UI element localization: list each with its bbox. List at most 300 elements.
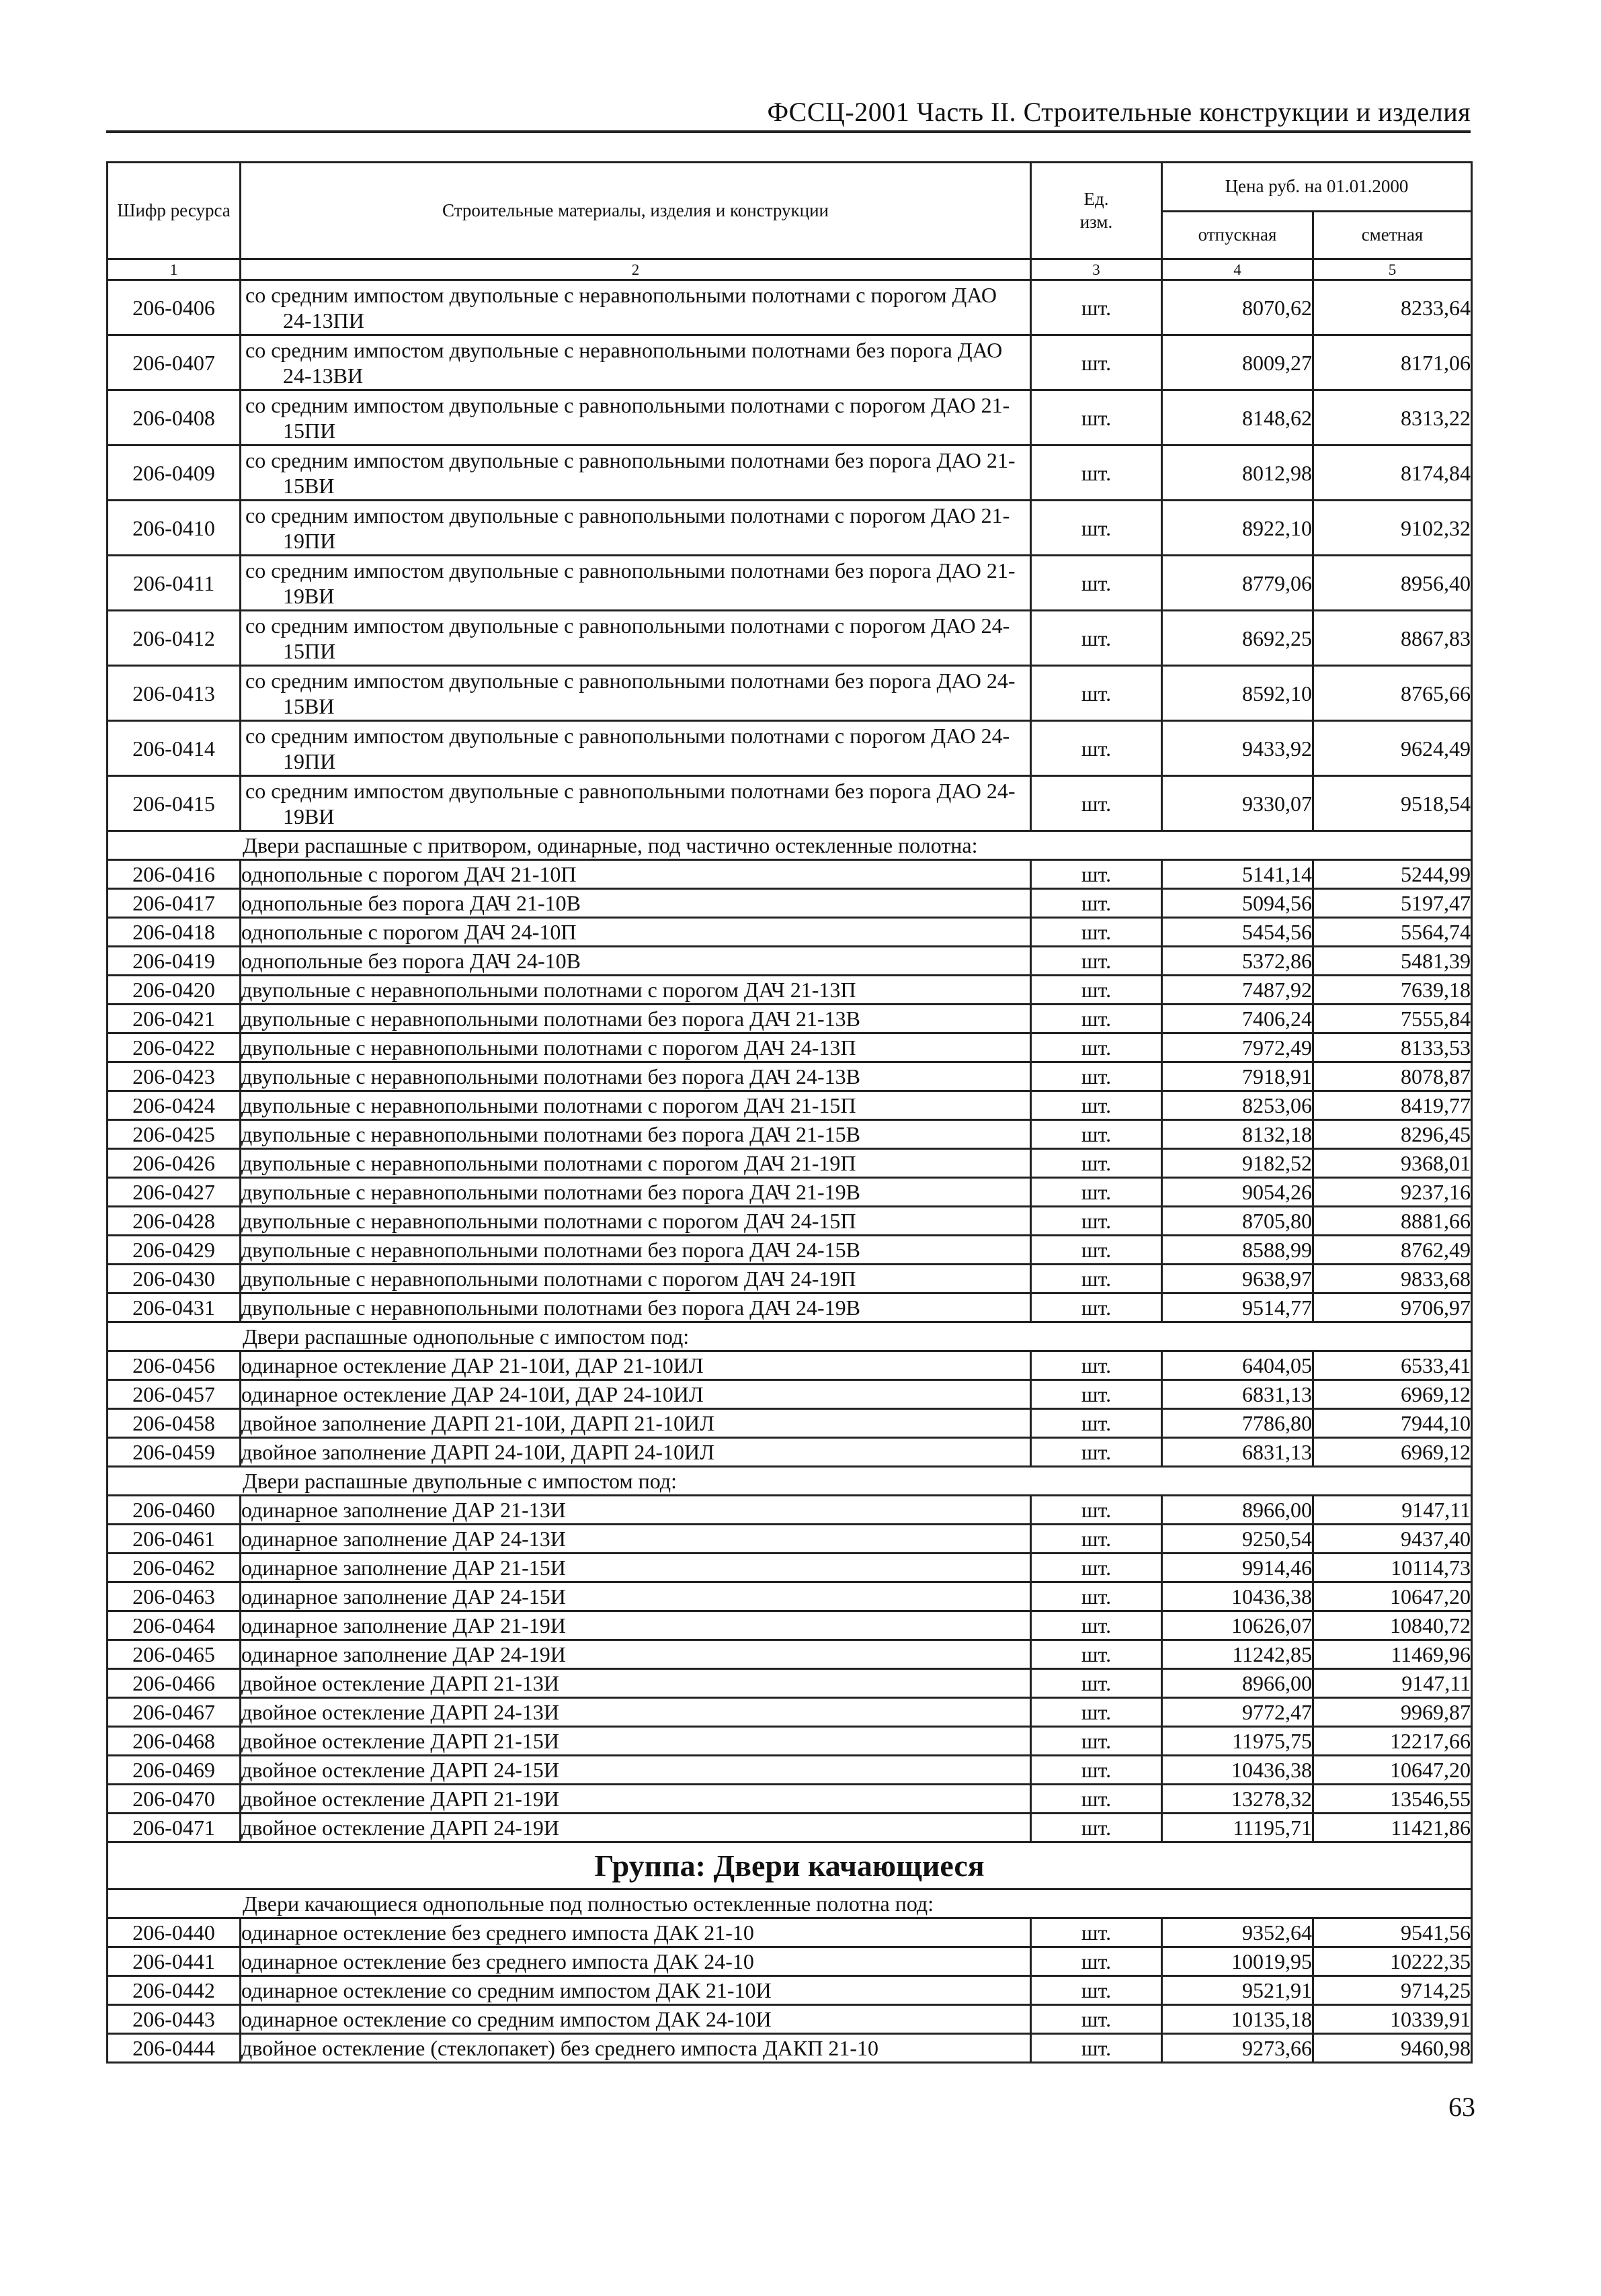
table-row — [108, 1120, 1472, 1149]
cell-release: 5141,14 — [1162, 860, 1313, 889]
cell-code: 206-0413 — [108, 666, 241, 721]
cell-release: 9772,47 — [1162, 1698, 1313, 1727]
cell-estimate: 9833,68 — [1313, 1265, 1472, 1293]
cell-estimate: 8171,06 — [1313, 335, 1472, 390]
cell-unit: шт. — [1031, 280, 1162, 335]
cell-estimate: 7944,10 — [1313, 1409, 1472, 1438]
table-row — [108, 889, 1472, 918]
cell-unit: шт. — [1031, 889, 1162, 918]
table-row — [108, 1351, 1472, 1380]
cell-release: 11195,71 — [1162, 1814, 1313, 1842]
cell-estimate: 10647,20 — [1313, 1582, 1472, 1611]
cell-unit: шт. — [1031, 1947, 1162, 1976]
cell-unit: шт. — [1031, 1380, 1162, 1409]
table-row — [108, 1669, 1472, 1698]
cell-code: 206-0443 — [108, 2005, 241, 2034]
cell-unit: шт. — [1031, 918, 1162, 947]
cell-unit: шт. — [1031, 1814, 1162, 1842]
cell-estimate: 9706,97 — [1313, 1293, 1472, 1322]
section-title: Двери распашные двупольные с импостом под: — [108, 1467, 1472, 1496]
cell-release: 6831,13 — [1162, 1438, 1313, 1467]
cell-release: 9054,26 — [1162, 1178, 1313, 1207]
table-row — [108, 2005, 1472, 2034]
cell-name: двойное остекление ДАРП 24-13И — [241, 1698, 1031, 1727]
cell-unit: шт. — [1031, 1976, 1162, 2005]
cell-code: 206-0464 — [108, 1611, 241, 1640]
cell-name: одинарное заполнение ДАР 24-13И — [241, 1525, 1031, 1554]
cell-estimate: 8956,40 — [1313, 556, 1472, 611]
cell-code: 206-0431 — [108, 1293, 241, 1322]
cell-release: 10626,07 — [1162, 1611, 1313, 1640]
cell-release: 13278,32 — [1162, 1785, 1313, 1814]
table-row — [108, 1814, 1472, 1842]
cell-release: 7972,49 — [1162, 1033, 1313, 1062]
table-row — [108, 2034, 1472, 2063]
price-table — [106, 161, 1473, 2064]
cell-unit: шт. — [1031, 556, 1162, 611]
cell-unit: шт. — [1031, 1409, 1162, 1438]
cell-unit: шт. — [1031, 390, 1162, 445]
table-row — [108, 1640, 1472, 1669]
cell-name: однопольные с порогом ДАЧ 24-10П — [241, 918, 1031, 947]
table-row — [108, 1033, 1472, 1062]
section-title: Двери распашные однопольные с импостом под: — [108, 1322, 1472, 1351]
cell-estimate: 8313,22 — [1313, 390, 1472, 445]
cell-code: 206-0415 — [108, 776, 241, 831]
cell-estimate: 8233,64 — [1313, 280, 1472, 335]
cell-release: 10135,18 — [1162, 2005, 1313, 2034]
table-row — [108, 1005, 1472, 1033]
cell-release: 11975,75 — [1162, 1727, 1313, 1756]
cell-name: двупольные с неравнопольными полотнами без порога ДАЧ 24-15В — [241, 1236, 1031, 1265]
cell-release: 10436,38 — [1162, 1756, 1313, 1785]
cell-name: двойное заполнение ДАРП 24-10И, ДАРП 24-10ИЛ — [241, 1438, 1031, 1467]
cell-unit: шт. — [1031, 1611, 1162, 1640]
cell-unit: шт. — [1031, 1091, 1162, 1120]
cell-estimate: 9714,25 — [1313, 1976, 1472, 2005]
group-row — [108, 1842, 1472, 1889]
cell-unit: шт. — [1031, 860, 1162, 889]
cell-estimate: 9437,40 — [1313, 1525, 1472, 1554]
cell-code: 206-0425 — [108, 1120, 241, 1149]
cell-name: двупольные с неравнопольными полотнами без порога ДАЧ 21-19В — [241, 1178, 1031, 1207]
table-row — [108, 1698, 1472, 1727]
cell-name: двупольные с неравнопольными полотнами с порогом ДАЧ 24-15П — [241, 1207, 1031, 1236]
table-row — [108, 280, 1472, 335]
cell-unit: шт. — [1031, 1062, 1162, 1091]
cell-name: со средним импостом двупольные с равнопольными полотнами без порога ДАО 21-15ВИ — [241, 445, 1031, 501]
cell-release: 9273,66 — [1162, 2034, 1313, 2063]
cell-name: двупольные с неравнопольными полотнами с порогом ДАЧ 21-19П — [241, 1149, 1031, 1178]
cell-code: 206-0422 — [108, 1033, 241, 1062]
cell-unit: шт. — [1031, 1149, 1162, 1178]
cell-unit: шт. — [1031, 1554, 1162, 1582]
cell-code: 206-0430 — [108, 1265, 241, 1293]
table-row — [108, 335, 1472, 390]
col-number: 4 — [1162, 259, 1313, 280]
cell-name: двойное остекление ДАРП 21-13И — [241, 1669, 1031, 1698]
section-row — [108, 1889, 1472, 1918]
cell-unit: шт. — [1031, 1698, 1162, 1727]
cell-code: 206-0428 — [108, 1207, 241, 1236]
cell-release: 6831,13 — [1162, 1380, 1313, 1409]
cell-estimate: 8762,49 — [1313, 1236, 1472, 1265]
cell-release: 9352,64 — [1162, 1918, 1313, 1947]
section-row — [108, 831, 1472, 860]
cell-release: 10436,38 — [1162, 1582, 1313, 1611]
cell-unit: шт. — [1031, 1265, 1162, 1293]
page-header — [106, 97, 1471, 133]
cell-name: со средним импостом двупольные с неравнопольными полотнами без порога ДАО 24-13ВИ — [241, 335, 1031, 390]
col-number: 3 — [1031, 259, 1162, 280]
cell-estimate: 8133,53 — [1313, 1033, 1472, 1062]
cell-code: 206-0440 — [108, 1918, 241, 1947]
cell-release: 8966,00 — [1162, 1669, 1313, 1698]
cell-name: со средним импостом двупольные с равнопольными полотнами с порогом ДАО 21-19ПИ — [241, 501, 1031, 556]
table-row — [108, 1976, 1472, 2005]
col-number: 1 — [108, 259, 241, 280]
cell-release: 11242,85 — [1162, 1640, 1313, 1669]
cell-unit: шт. — [1031, 1496, 1162, 1525]
cell-release: 8922,10 — [1162, 501, 1313, 556]
cell-name: двупольные с неравнопольными полотнами без порога ДАЧ 24-13В — [241, 1062, 1031, 1091]
cell-estimate: 9460,98 — [1313, 2034, 1472, 2063]
cell-code: 206-0414 — [108, 721, 241, 776]
cell-release: 8012,98 — [1162, 445, 1313, 501]
cell-code: 206-0418 — [108, 918, 241, 947]
cell-name: одинарное заполнение ДАР 21-19И — [241, 1611, 1031, 1640]
cell-estimate: 9624,49 — [1313, 721, 1472, 776]
cell-estimate: 8174,84 — [1313, 445, 1472, 501]
cell-code: 206-0460 — [108, 1496, 241, 1525]
table-row — [108, 1438, 1472, 1467]
cell-code: 206-0427 — [108, 1178, 241, 1207]
section-title: Двери качающиеся однопольные под полностью остекленные полотна под: — [108, 1889, 1472, 1918]
cell-unit: шт. — [1031, 1236, 1162, 1265]
table-row — [108, 776, 1472, 831]
cell-unit: шт. — [1031, 666, 1162, 721]
cell-estimate: 6533,41 — [1313, 1351, 1472, 1380]
table-row — [108, 1918, 1472, 1947]
table-row — [108, 1756, 1472, 1785]
cell-code: 206-0456 — [108, 1351, 241, 1380]
table-row — [108, 390, 1472, 445]
table-row — [108, 860, 1472, 889]
table-row — [108, 1785, 1472, 1814]
cell-unit: шт. — [1031, 501, 1162, 556]
cell-estimate: 8867,83 — [1313, 611, 1472, 666]
cell-name: одинарное заполнение ДАР 21-13И — [241, 1496, 1031, 1525]
cell-code: 206-0442 — [108, 1976, 241, 2005]
col-header-unit: Ед. изм. — [1031, 163, 1162, 259]
cell-release: 8132,18 — [1162, 1120, 1313, 1149]
cell-name: со средним импостом двупольные с равнопольными полотнами с порогом ДАО 24-15ПИ — [241, 611, 1031, 666]
cell-code: 206-0461 — [108, 1525, 241, 1554]
cell-release: 8705,80 — [1162, 1207, 1313, 1236]
cell-code: 206-0423 — [108, 1062, 241, 1091]
cell-unit: шт. — [1031, 1582, 1162, 1611]
cell-unit: шт. — [1031, 1351, 1162, 1380]
section-title: Двери распашные с притвором, одинарные, под частично остекленные полотна: — [108, 831, 1472, 860]
cell-unit: шт. — [1031, 1785, 1162, 1814]
cell-estimate: 9969,87 — [1313, 1698, 1472, 1727]
cell-estimate: 10647,20 — [1313, 1756, 1472, 1785]
cell-code: 206-0420 — [108, 976, 241, 1005]
cell-name: двойное остекление ДАРП 21-19И — [241, 1785, 1031, 1814]
cell-estimate: 8765,66 — [1313, 666, 1472, 721]
cell-code: 206-0470 — [108, 1785, 241, 1814]
cell-release: 9433,92 — [1162, 721, 1313, 776]
cell-release: 9330,07 — [1162, 776, 1313, 831]
cell-release: 5372,86 — [1162, 947, 1313, 976]
page-number: 63 — [1448, 2092, 1475, 2122]
cell-code: 206-0406 — [108, 280, 241, 335]
cell-name: одинарное остекление без среднего импоста ДАК 24-10 — [241, 1947, 1031, 1976]
cell-release: 9914,46 — [1162, 1554, 1313, 1582]
cell-estimate: 5564,74 — [1313, 918, 1472, 947]
cell-code: 206-0441 — [108, 1947, 241, 1976]
cell-release: 7918,91 — [1162, 1062, 1313, 1091]
cell-estimate: 8078,87 — [1313, 1062, 1472, 1091]
cell-unit: шт. — [1031, 445, 1162, 501]
cell-unit: шт. — [1031, 1178, 1162, 1207]
cell-code: 206-0471 — [108, 1814, 241, 1842]
table-row — [108, 1207, 1472, 1236]
cell-estimate: 11421,86 — [1313, 1814, 1472, 1842]
cell-estimate: 7639,18 — [1313, 976, 1472, 1005]
cell-code: 206-0467 — [108, 1698, 241, 1727]
cell-code: 206-0462 — [108, 1554, 241, 1582]
table-row — [108, 1091, 1472, 1120]
cell-code: 206-0429 — [108, 1236, 241, 1265]
table-row — [108, 1149, 1472, 1178]
col-header-code: Шифр ресурса — [108, 163, 241, 259]
cell-unit: шт. — [1031, 1669, 1162, 1698]
cell-name: одинарное остекление ДАР 24-10И, ДАР 24-10ИЛ — [241, 1380, 1031, 1409]
cell-unit: шт. — [1031, 1640, 1162, 1669]
cell-release: 7786,80 — [1162, 1409, 1313, 1438]
cell-code: 206-0459 — [108, 1438, 241, 1467]
cell-release: 10019,95 — [1162, 1947, 1313, 1976]
cell-code: 206-0408 — [108, 390, 241, 445]
cell-estimate: 10114,73 — [1313, 1554, 1472, 1582]
table-row — [108, 1265, 1472, 1293]
cell-estimate: 9147,11 — [1313, 1496, 1472, 1525]
table-row — [108, 947, 1472, 976]
cell-code: 206-0466 — [108, 1669, 241, 1698]
cell-name: двупольные с неравнопольными полотнами без порога ДАЧ 21-13В — [241, 1005, 1031, 1033]
cell-release: 9521,91 — [1162, 1976, 1313, 2005]
table-row — [108, 976, 1472, 1005]
cell-unit: шт. — [1031, 1756, 1162, 1785]
cell-code: 206-0417 — [108, 889, 241, 918]
cell-unit: шт. — [1031, 776, 1162, 831]
cell-name: одинарное заполнение ДАР 24-19И — [241, 1640, 1031, 1669]
table-row — [108, 1582, 1472, 1611]
cell-name: однопольные без порога ДАЧ 21-10В — [241, 889, 1031, 918]
cell-estimate: 12217,66 — [1313, 1727, 1472, 1756]
cell-unit: шт. — [1031, 1033, 1162, 1062]
cell-estimate: 9368,01 — [1313, 1149, 1472, 1178]
cell-code: 206-0419 — [108, 947, 241, 976]
cell-name: одинарное остекление ДАР 21-10И, ДАР 21-10ИЛ — [241, 1351, 1031, 1380]
table-row — [108, 1293, 1472, 1322]
cell-name: одинарное заполнение ДАР 21-15И — [241, 1554, 1031, 1582]
cell-release: 8588,99 — [1162, 1236, 1313, 1265]
cell-estimate: 10222,35 — [1313, 1947, 1472, 1976]
cell-code: 206-0463 — [108, 1582, 241, 1611]
cell-estimate: 6969,12 — [1313, 1438, 1472, 1467]
cell-release: 8692,25 — [1162, 611, 1313, 666]
cell-estimate: 5481,39 — [1313, 947, 1472, 976]
cell-name: одинарное остекление со средним импостом ДАК 24-10И — [241, 2005, 1031, 2034]
cell-code: 206-0457 — [108, 1380, 241, 1409]
cell-name: одинарное заполнение ДАР 24-15И — [241, 1582, 1031, 1611]
cell-unit: шт. — [1031, 721, 1162, 776]
cell-release: 8592,10 — [1162, 666, 1313, 721]
section-row — [108, 1467, 1472, 1496]
cell-release: 5094,56 — [1162, 889, 1313, 918]
cell-estimate: 5197,47 — [1313, 889, 1472, 918]
cell-release: 9514,77 — [1162, 1293, 1313, 1322]
cell-name: со средним импостом двупольные с равнопольными полотнами без порога ДАО 21-19ВИ — [241, 556, 1031, 611]
cell-unit: шт. — [1031, 335, 1162, 390]
cell-code: 206-0426 — [108, 1149, 241, 1178]
table-row — [108, 445, 1472, 501]
cell-unit: шт. — [1031, 2034, 1162, 2063]
cell-unit: шт. — [1031, 1525, 1162, 1554]
table-row — [108, 1947, 1472, 1976]
table-row — [108, 721, 1472, 776]
cell-name: со средним импостом двупольные с равнопольными полотнами с порогом ДАО 21-15ПИ — [241, 390, 1031, 445]
cell-name: двойное остекление ДАРП 21-15И — [241, 1727, 1031, 1756]
cell-unit: шт. — [1031, 947, 1162, 976]
table-row — [108, 1178, 1472, 1207]
col-header-price: Цена руб. на 01.01.2000 — [1162, 163, 1472, 212]
col-header-name: Строительные материалы, изделия и конструкции — [241, 163, 1031, 259]
table-row — [108, 1062, 1472, 1091]
cell-name: двупольные с неравнопольными полотнами без порога ДАЧ 24-19В — [241, 1293, 1031, 1322]
cell-unit: шт. — [1031, 976, 1162, 1005]
col-number: 5 — [1313, 259, 1472, 280]
cell-release: 7406,24 — [1162, 1005, 1313, 1033]
cell-release: 5454,56 — [1162, 918, 1313, 947]
cell-name: двойное остекление ДАРП 24-15И — [241, 1756, 1031, 1785]
cell-estimate: 9541,56 — [1313, 1918, 1472, 1947]
cell-code: 206-0465 — [108, 1640, 241, 1669]
section-row — [108, 1322, 1472, 1351]
table-row — [108, 1380, 1472, 1409]
cell-name: одинарное остекление без среднего импоста ДАК 21-10 — [241, 1918, 1031, 1947]
cell-estimate: 8881,66 — [1313, 1207, 1472, 1236]
cell-estimate: 10339,91 — [1313, 2005, 1472, 2034]
cell-estimate: 7555,84 — [1313, 1005, 1472, 1033]
cell-estimate: 8296,45 — [1313, 1120, 1472, 1149]
cell-estimate: 11469,96 — [1313, 1640, 1472, 1669]
cell-code: 206-0469 — [108, 1756, 241, 1785]
cell-code: 206-0412 — [108, 611, 241, 666]
cell-name: со средним импостом двупольные с неравнопольными полотнами с порогом ДАО 24-13ПИ — [241, 280, 1031, 335]
cell-estimate: 9147,11 — [1313, 1669, 1472, 1698]
header-title: ФССЦ-2001 Часть II. Строительные конструкции и изделия — [767, 97, 1471, 127]
cell-name: двупольные с неравнопольными полотнами с порогом ДАЧ 24-13П — [241, 1033, 1031, 1062]
cell-code: 206-0458 — [108, 1409, 241, 1438]
col-header-estimate: сметная — [1313, 212, 1472, 259]
cell-name: двупольные с неравнопольными полотнами без порога ДАЧ 21-15В — [241, 1120, 1031, 1149]
cell-code: 206-0424 — [108, 1091, 241, 1120]
cell-code: 206-0468 — [108, 1727, 241, 1756]
cell-code: 206-0411 — [108, 556, 241, 611]
cell-release: 8070,62 — [1162, 280, 1313, 335]
cell-name: двупольные с неравнопольными полотнами с порогом ДАЧ 24-19П — [241, 1265, 1031, 1293]
cell-estimate: 10840,72 — [1313, 1611, 1472, 1640]
cell-estimate: 9518,54 — [1313, 776, 1472, 831]
cell-name: одинарное остекление со средним импостом ДАК 21-10И — [241, 1976, 1031, 2005]
cell-release: 9638,97 — [1162, 1265, 1313, 1293]
cell-release: 8009,27 — [1162, 335, 1313, 390]
cell-estimate: 9102,32 — [1313, 501, 1472, 556]
cell-release: 9250,54 — [1162, 1525, 1313, 1554]
cell-release: 6404,05 — [1162, 1351, 1313, 1380]
cell-unit: шт. — [1031, 1293, 1162, 1322]
cell-code: 206-0409 — [108, 445, 241, 501]
cell-release: 9182,52 — [1162, 1149, 1313, 1178]
cell-unit: шт. — [1031, 1727, 1162, 1756]
col-header-release: отпускная — [1162, 212, 1313, 259]
cell-name: двойное остекление (стеклопакет) без среднего импоста ДАКП 21-10 — [241, 2034, 1031, 2063]
table-row — [108, 1554, 1472, 1582]
cell-estimate: 8419,77 — [1313, 1091, 1472, 1120]
cell-unit: шт. — [1031, 611, 1162, 666]
cell-name: однопольные с порогом ДАЧ 21-10П — [241, 860, 1031, 889]
cell-estimate: 6969,12 — [1313, 1380, 1472, 1409]
cell-code: 206-0444 — [108, 2034, 241, 2063]
table-row — [108, 1611, 1472, 1640]
cell-release: 8253,06 — [1162, 1091, 1313, 1120]
cell-code: 206-0407 — [108, 335, 241, 390]
cell-name: со средним импостом двупольные с равнопольными полотнами с порогом ДАО 24-19ПИ — [241, 721, 1031, 776]
group-title: Группа: Двери качающиеся — [108, 1842, 1472, 1889]
table-row — [108, 611, 1472, 666]
table-row — [108, 1496, 1472, 1525]
cell-unit: шт. — [1031, 1918, 1162, 1947]
cell-release: 7487,92 — [1162, 976, 1313, 1005]
cell-unit: шт. — [1031, 2005, 1162, 2034]
cell-unit: шт. — [1031, 1005, 1162, 1033]
cell-name: двойное заполнение ДАРП 21-10И, ДАРП 21-10ИЛ — [241, 1409, 1031, 1438]
cell-estimate: 5244,99 — [1313, 860, 1472, 889]
table-row — [108, 1409, 1472, 1438]
cell-name: со средним импостом двупольные с равнопольными полотнами без порога ДАО 24-19ВИ — [241, 776, 1031, 831]
cell-code: 206-0416 — [108, 860, 241, 889]
cell-release: 8148,62 — [1162, 390, 1313, 445]
cell-release: 8779,06 — [1162, 556, 1313, 611]
cell-unit: шт. — [1031, 1438, 1162, 1467]
table-row — [108, 666, 1472, 721]
table-row — [108, 1525, 1472, 1554]
cell-release: 8966,00 — [1162, 1496, 1313, 1525]
cell-unit: шт. — [1031, 1207, 1162, 1236]
cell-code: 206-0410 — [108, 501, 241, 556]
cell-name: однопольные без порога ДАЧ 24-10В — [241, 947, 1031, 976]
table-row — [108, 918, 1472, 947]
cell-estimate: 9237,16 — [1313, 1178, 1472, 1207]
cell-name: двупольные с неравнопольными полотнами с порогом ДАЧ 21-15П — [241, 1091, 1031, 1120]
cell-name: со средним импостом двупольные с равнопольными полотнами без порога ДАО 24-15ВИ — [241, 666, 1031, 721]
col-number: 2 — [241, 259, 1031, 280]
table-row — [108, 501, 1472, 556]
table-row — [108, 1727, 1472, 1756]
